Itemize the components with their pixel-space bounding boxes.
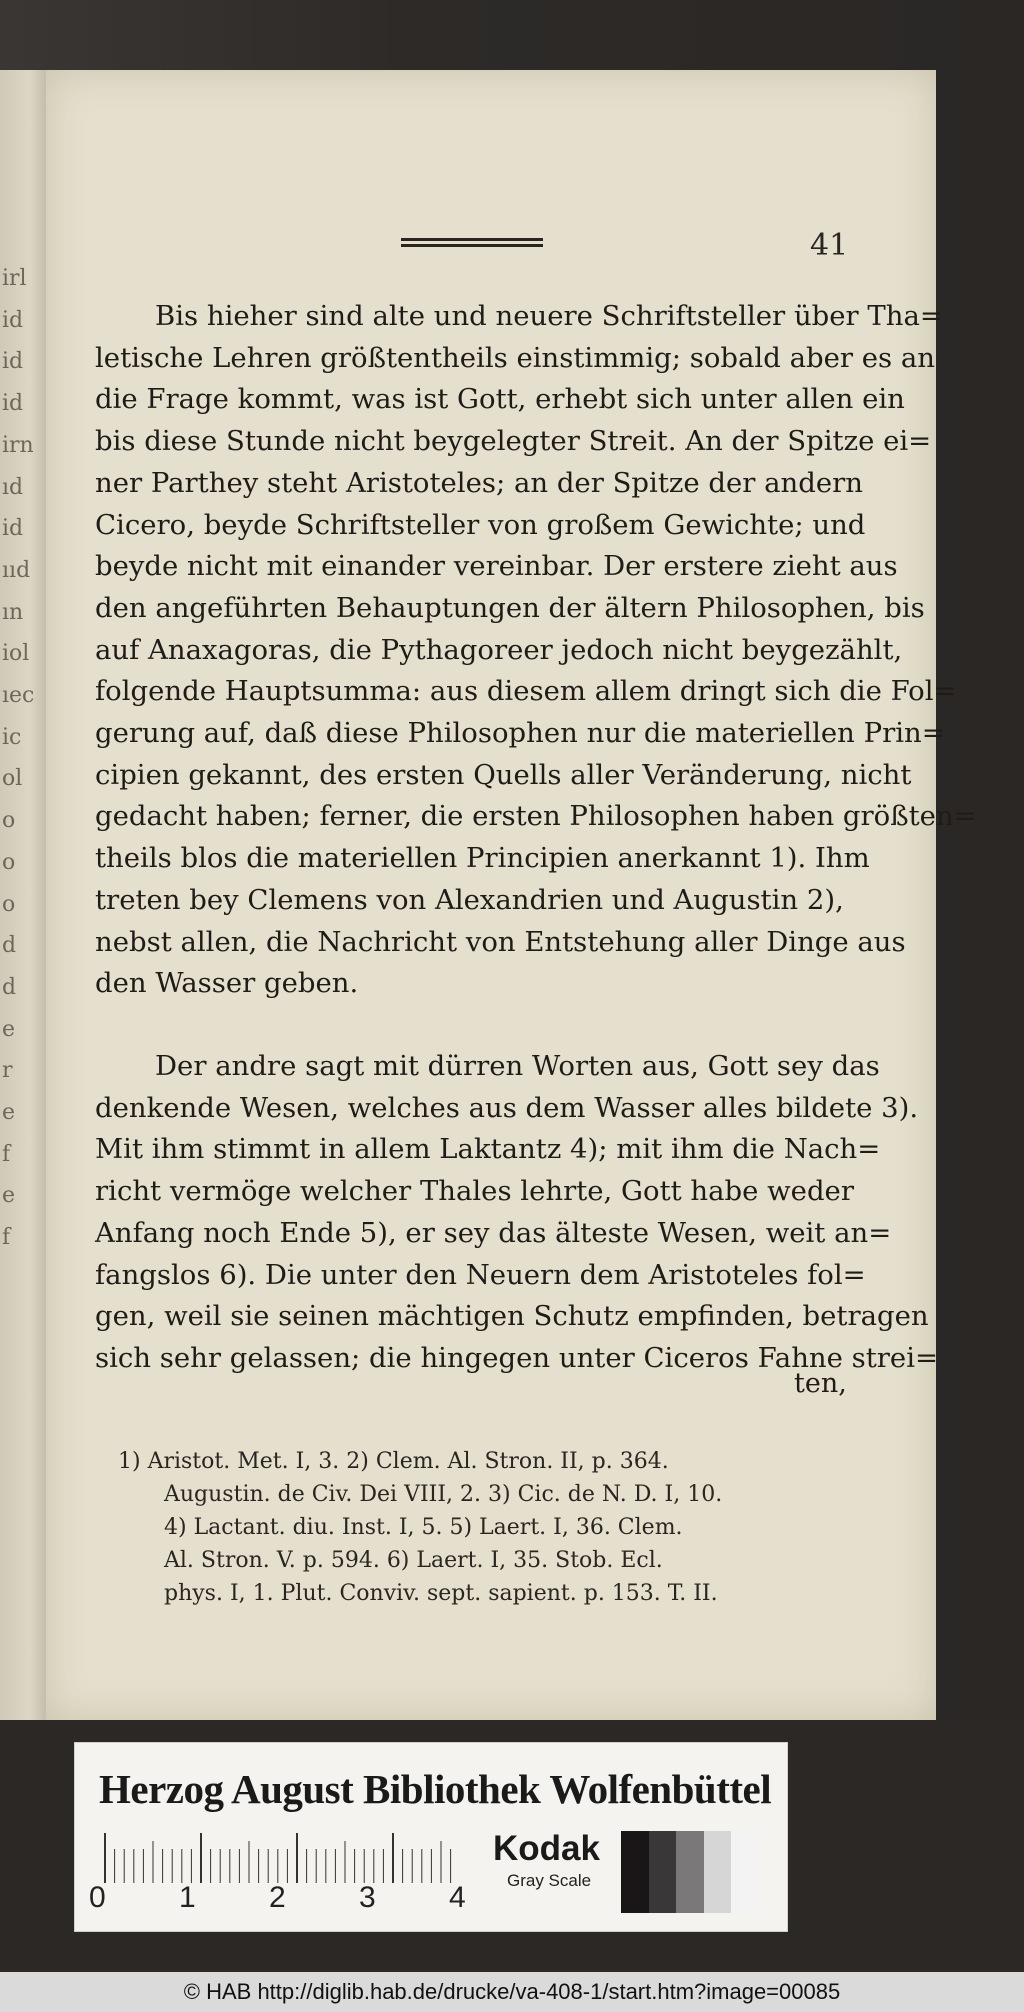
ruler-labels [89,1881,469,1915]
text-line: richt vermöge welcher Thales lehrte, Gott habe weder [95,1175,854,1208]
facing-page-fragment: e [2,1016,16,1042]
facing-page-fragment: e [2,1183,16,1209]
facing-page-fragment: id [2,391,24,417]
text-line: folgende Hauptsumma: aus diesem allem dringt sich die Fol= [95,675,957,708]
facing-page-fragment: id [2,349,24,375]
text-line: bis diese Stunde nicht beygelegter Streit. An der Spitze ei= [95,425,932,458]
page-number: 41 [810,228,849,263]
text-line: sich sehr gelassen; die hingegen unter Ciceros Fahne strei= [95,1341,939,1374]
gray-swatch [649,1831,677,1913]
library-title: Herzog August Bibliothek Wolfenbüttel [99,1766,772,1812]
facing-page-fragment: ic [2,724,22,750]
facing-page-fragment: d [2,974,17,1000]
kodak-logo: Kodak [493,1829,600,1868]
ruler-label: 1 [179,1881,196,1914]
text-line: den angeführten Behauptungen der ältern Philosophen, bis [95,591,925,624]
source-link[interactable]: © HAB http://diglib.hab.de/drucke/va-408-1/start.htm?image=00085 [183,1979,841,2004]
facing-page-fragment: o [2,849,16,875]
facing-page-fragment: o [2,808,16,834]
facing-page-fragment: ın [2,599,24,625]
text-line: Anfang noch Ende 5), er sey das älteste Wesen, weit an= [95,1216,892,1249]
text-line: theils blos die materiellen Principien anerkannt 1). Ihm [95,842,870,875]
text-line: denkende Wesen, welches aus dem Wasser alles bildete 3). [95,1091,919,1124]
text-line: gerung auf, daß diese Philosophen nur die materiellen Prin= [95,717,945,750]
text-line: auf Anaxagoras, die Pythagoreer jedoch nicht beygezählt, [95,633,903,666]
gray-swatch [731,1831,759,1913]
facing-page-fragment: irn [2,432,34,458]
text-line: gedacht haben; ferner, die ersten Philosophen haben größten= [95,800,977,833]
gray-swatch [704,1831,732,1913]
ruler-label: 2 [269,1881,286,1914]
text-line: ner Parthey steht Aristoteles; an der Spitze der andern [95,466,863,499]
text-line: nebst allen, die Nachricht von Entstehung aller Dinge aus [95,925,906,958]
text-line: Bis hieher sind alte und neuere Schriftsteller über Tha= [155,300,943,332]
footnote-line: phys. I, 1. Plut. Conviv. sept. sapient. p. 153. T. II. [164,1581,718,1606]
text-line: beyde nicht mit einander vereinbar. Der erstere zieht aus [95,550,898,583]
text-line: fangslos 6). Die unter den Neuern dem Aristoteles fol= [95,1258,866,1291]
facing-page-fragment: e [2,1100,16,1125]
color-calibration-target [74,1742,788,1932]
footnote-line: Al. Stron. V. p. 594. 6) Laert. I, 35. Stob. Ecl. [164,1548,663,1573]
facing-page-fragment: id [2,516,24,542]
ruler-label: 0 [89,1881,106,1914]
text-line: Cicero, beyde Schriftsteller von großem Gewichte; und [95,508,866,541]
footnote-line: Augustin. de Civ. Dei VIII, 2. 3) Cic. de N. D. I, 10. [164,1482,723,1507]
grayscale-label: Gray Scale [507,1871,592,1890]
facing-page-fragment: iol [2,641,30,667]
book-page [46,70,977,1720]
paragraph-1 [95,296,977,1005]
facing-page-fragment: f [2,1225,11,1251]
facing-page-fragment: d [2,933,17,959]
facing-page-fragment: o [2,891,16,917]
text-line: gen, weil sie seinen mächtigen Schutz empfinden, betragen [95,1300,929,1333]
text-line: cipien gekannt, des ersten Quells aller Veränderung, nicht [95,758,912,791]
paragraph-2 [95,1046,939,1380]
facing-page-fragment: ıd [2,474,24,500]
catchword: ten, [794,1368,847,1399]
gray-swatch [676,1831,704,1913]
facing-page-fragment: f [2,1141,11,1167]
ruler-label: 4 [449,1881,466,1914]
ruler-label: 3 [359,1881,376,1914]
footnote-line: 1) Aristot. Met. I, 3. 2) Clem. Al. Stron. II, p. 364. [118,1449,669,1474]
text-line: Mit ihm stimmt in allem Laktantz 4); mit ihm die Nach= [95,1133,881,1166]
measurement-ruler [101,1833,461,1883]
text-line: den Wasser geben. [95,967,359,1000]
footnotes [118,1445,858,1610]
facing-page-fragment: irl [2,266,27,291]
facing-page-fragment: r [2,1058,13,1084]
text-line: Der andre sagt mit dürren Worten aus, Gott sey das [155,1050,880,1082]
text-line: letische Lehren größtentheils einstimmig; sobald aber es an [95,341,935,374]
footnote-line: 4) Lactant. diu. Inst. I, 5. 5) Laert. I, 36. Clem. [164,1515,683,1540]
facing-page-fragment: ııd [2,557,31,583]
facing-page-fragment: ol [2,766,23,792]
header-rule [401,238,543,247]
facing-page-fragment: ıec [2,683,35,708]
grayscale-swatches [621,1831,759,1913]
facing-page-fragment: id [2,307,24,333]
facing-page-edge [0,70,50,1720]
gray-swatch [621,1831,649,1913]
text-line: treten bey Clemens von Alexandrien und Augustin 2), [95,883,844,916]
text-line: die Frage kommt, was ist Gott, erhebt sich unter allen ein [95,383,905,416]
